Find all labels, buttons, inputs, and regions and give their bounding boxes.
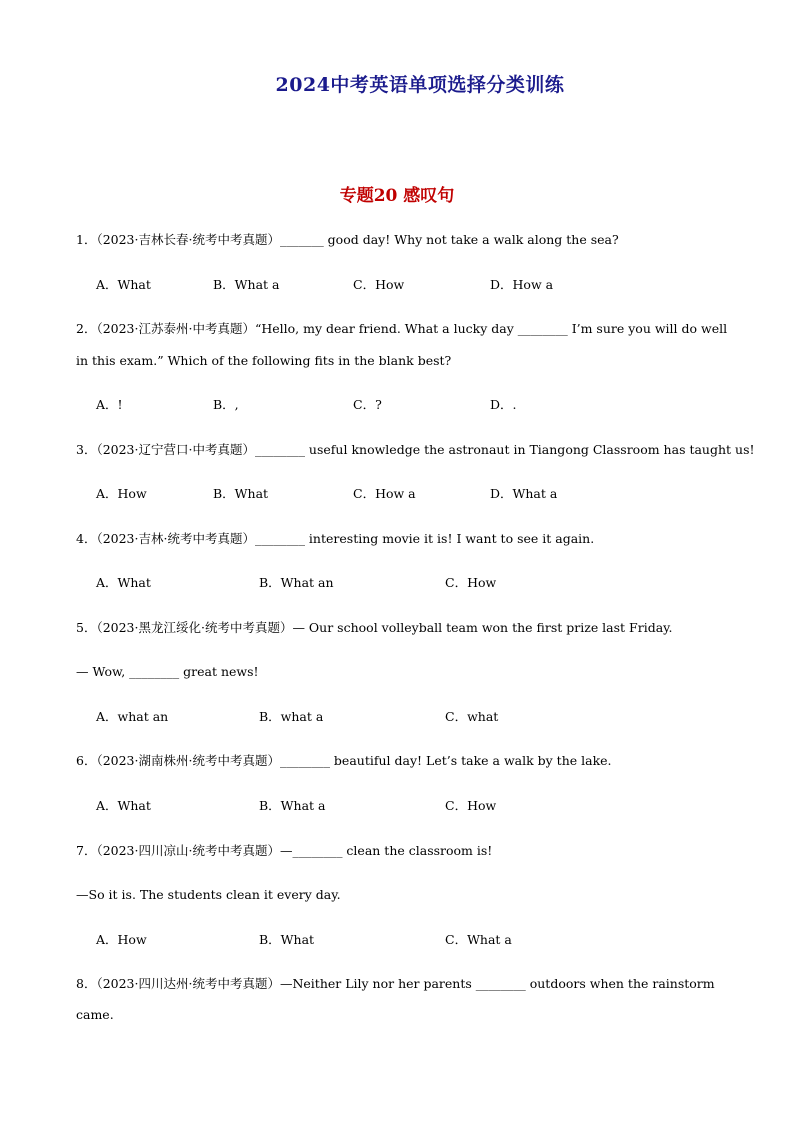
q6-option-a[interactable]: A．What [96, 798, 151, 813]
question-4-stem: 4．（2023·吉林·统考中考真题）________ interesting movie it is! I want to see it again. [76, 531, 595, 546]
q5-option-c[interactable]: C．what [445, 709, 499, 724]
q1-option-d[interactable]: D．How a [490, 277, 554, 292]
topic-subtitle: 专题20 感叹句 [339, 186, 455, 206]
q2-option-a[interactable]: A．! [96, 397, 123, 412]
question-5-stem: 5．（2023·黑龙江绥化·统考中考真题）— Our school volleyball team won the first prize last Friday. [76, 620, 673, 635]
question-2-stem: 2．（2023·江苏泰州·中考真题）“Hello, my dear friend. What a lucky day ________ I’m sure you will do well [76, 321, 728, 336]
question-3-stem: 3．（2023·辽宁营口·中考真题）________ useful knowledge the astronaut in Tiangong Classroom has taught us! [76, 442, 755, 457]
q2-option-d[interactable]: D．. [490, 397, 517, 412]
q1-option-a[interactable]: A．What [96, 277, 151, 292]
question-8-stem-cont: came. [76, 1007, 114, 1022]
q7-option-b[interactable]: B．What [259, 932, 315, 947]
q7-option-c[interactable]: C．What a [445, 932, 512, 947]
question-6-stem: 6．（2023·湖南株州·统考中考真题）________ beautiful day! Let’s take a walk by the lake. [76, 753, 612, 768]
q2-option-b[interactable]: B．, [213, 397, 239, 412]
q3-option-a[interactable]: A．How [96, 486, 147, 501]
q6-option-c[interactable]: C．How [445, 798, 497, 813]
q4-option-c[interactable]: C．How [445, 575, 497, 590]
question-2-stem-cont: in this exam.” Which of the following fits in the blank best? [76, 353, 452, 368]
q4-option-b[interactable]: B．What an [259, 575, 334, 590]
q3-option-c[interactable]: C．How a [353, 486, 416, 501]
question-1-stem: 1．（2023·吉林长春·统考中考真题）_______ good day! Why not take a walk along the sea? [76, 232, 619, 247]
q3-option-d[interactable]: D．What a [490, 486, 558, 501]
q5-option-b[interactable]: B．what a [259, 709, 324, 724]
q5-option-a[interactable]: A．what an [96, 709, 169, 724]
q1-option-c[interactable]: C．How [353, 277, 405, 292]
page-title: 2024中考英语单项选择分类训练 [275, 74, 565, 96]
question-7-stem-cont: —So it is. The students clean it every day. [76, 887, 341, 902]
question-8-stem: 8．（2023·四川达州·统考中考真题）—Neither Lily nor her parents ________ outdoors when the rainstorm [76, 976, 715, 991]
q3-option-b[interactable]: B．What [213, 486, 269, 501]
q1-option-b[interactable]: B．What a [213, 277, 280, 292]
question-5-stem-cont: — Wow, ________ great news! [76, 664, 259, 679]
q4-option-a[interactable]: A．What [96, 575, 151, 590]
q6-option-b[interactable]: B．What a [259, 798, 326, 813]
q7-option-a[interactable]: A．How [96, 932, 147, 947]
q2-option-c[interactable]: C．? [353, 397, 382, 412]
question-7-stem: 7．（2023·四川凉山·统考中考真题）—________ clean the classroom is! [76, 843, 493, 858]
